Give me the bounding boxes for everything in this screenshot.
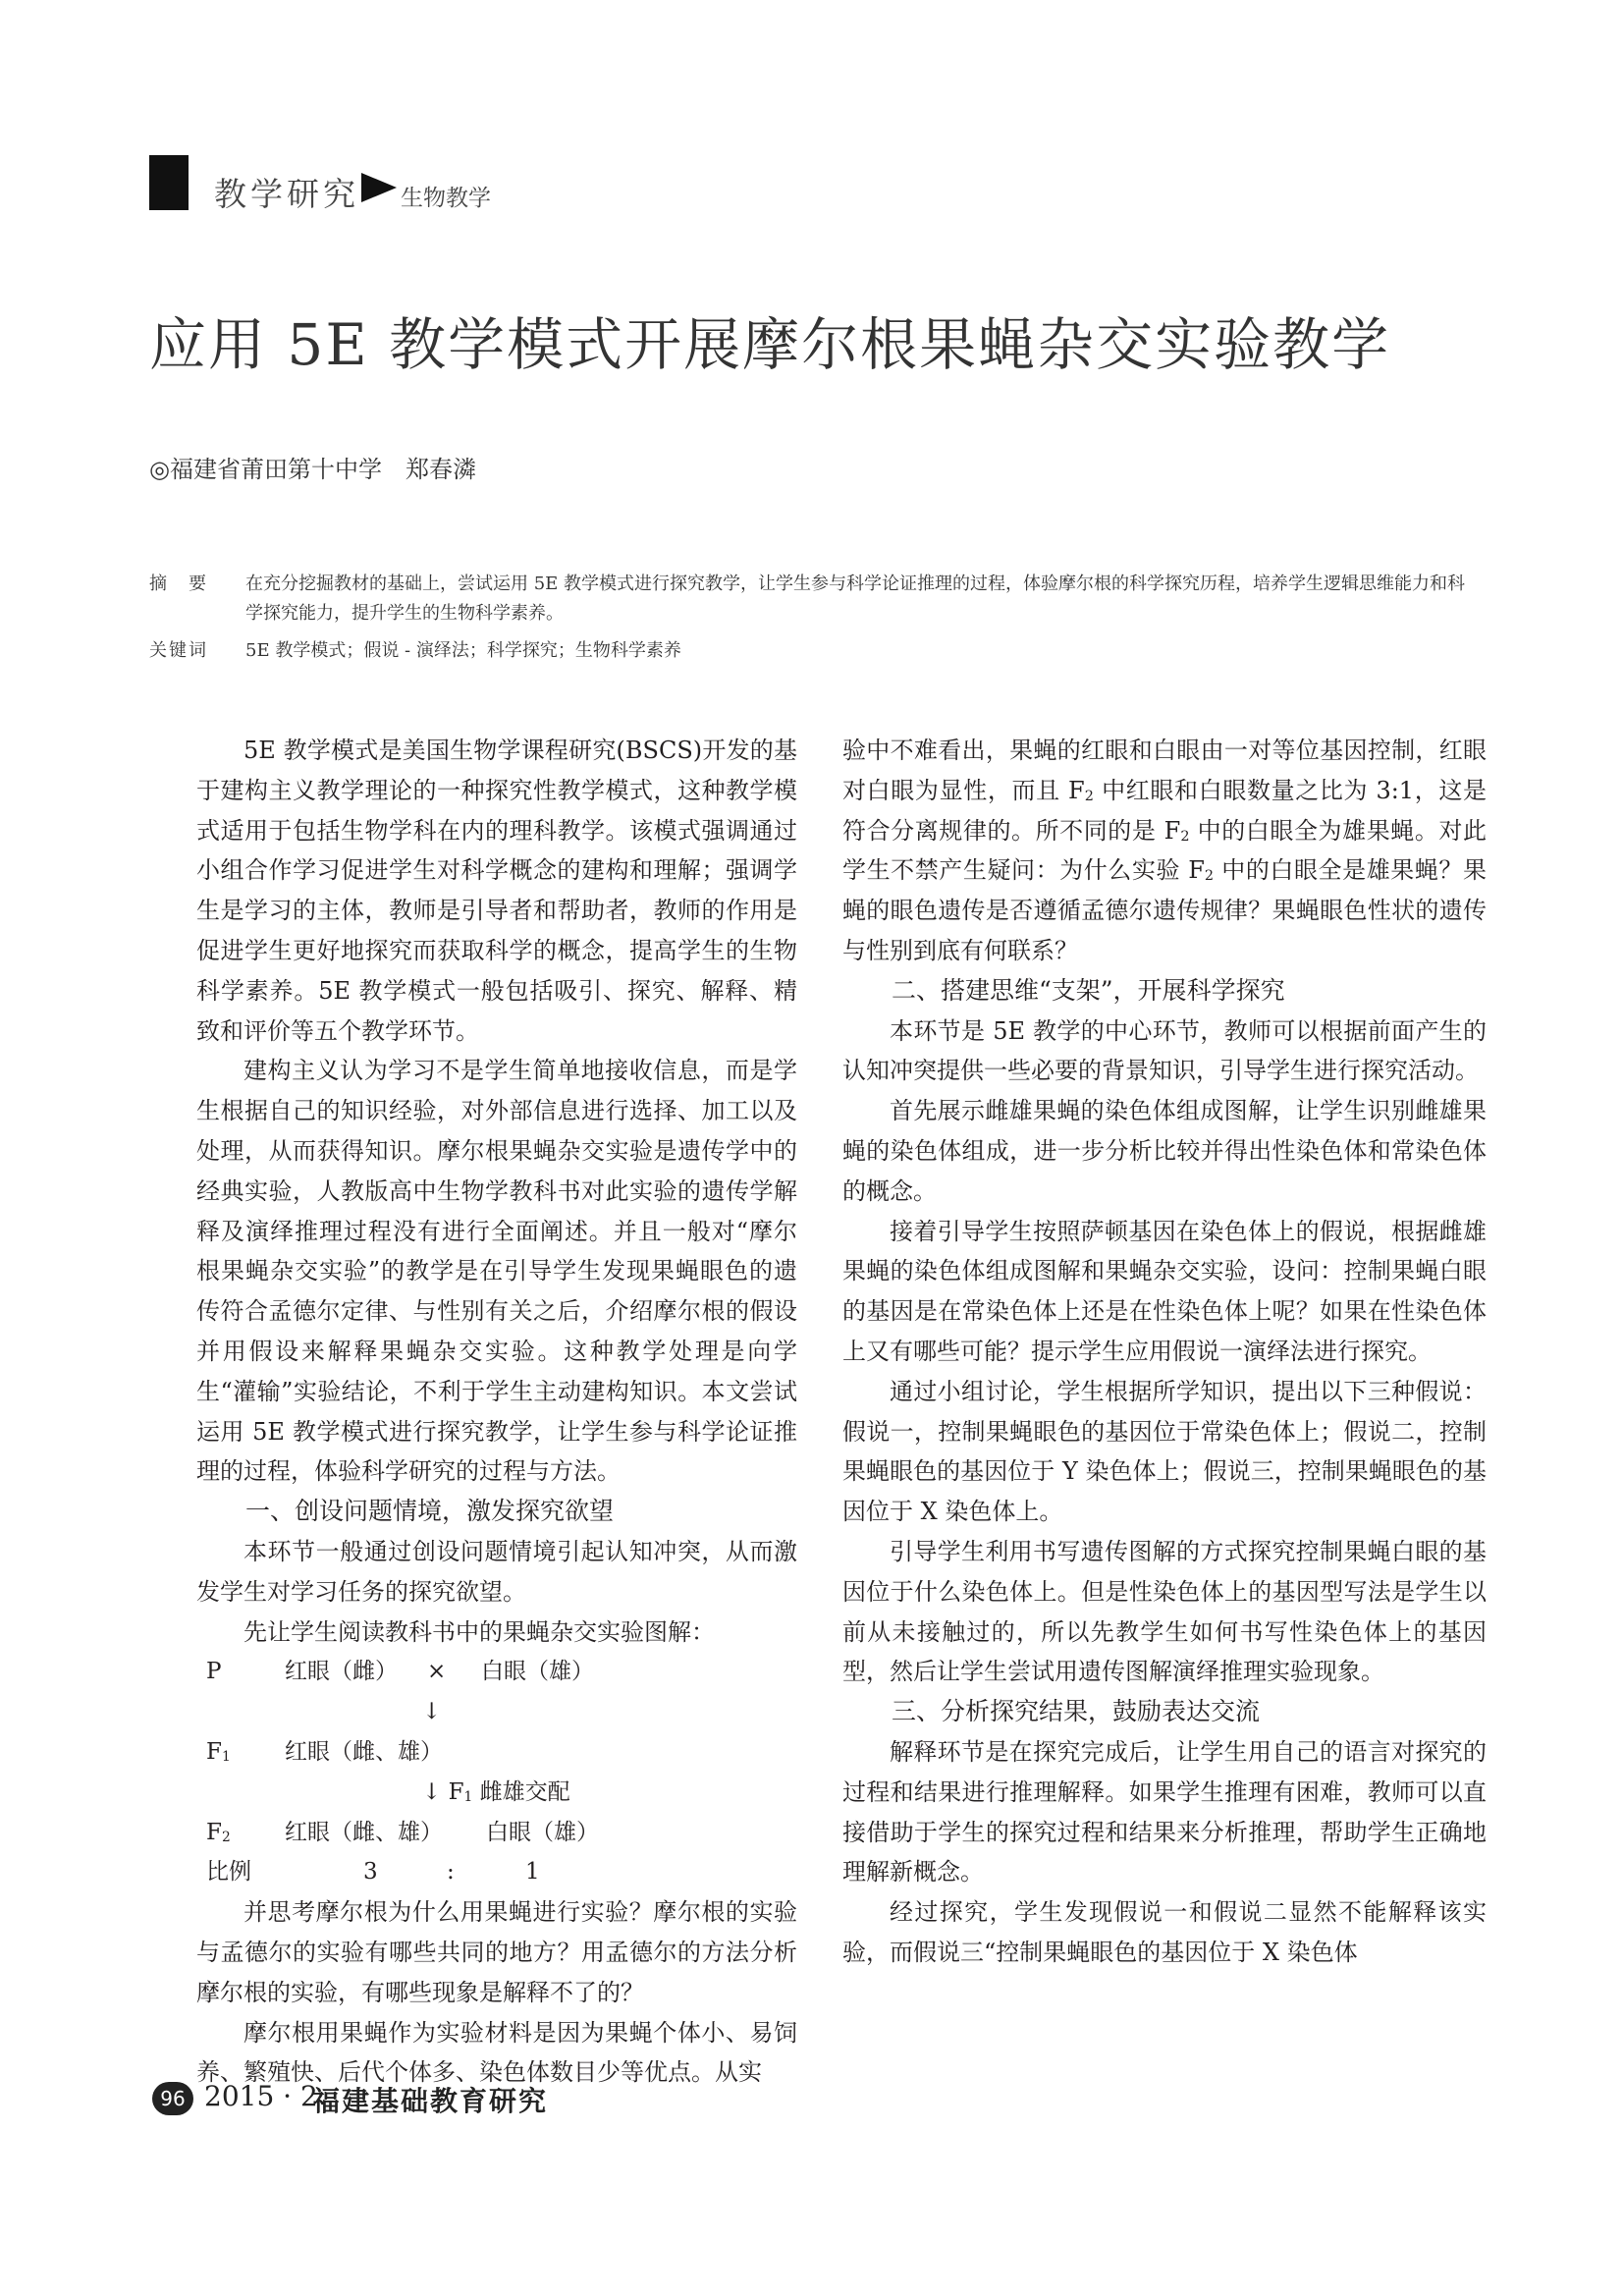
triangle-right-icon — [361, 173, 397, 202]
f2-red: 红眼（雌、雄） — [285, 1819, 443, 1845]
paragraph: 引导学生利用书写遗传图解的方式探究控制果蝇白眼的基因位于什么染色体上。但是性染色体上的基因型写法是学生以前从未接触过的，所以先教学生如何书写性染色体上的基因型，然后让学生尝试用遗传图解演绎推理实验现象。 — [842, 1537, 1487, 1686]
abstract-text: 在充分挖掘教材的基础上，尝试运用 5E 教学模式进行探究教学，让学生参与科学论证推理的过程，体验摩尔根的科学探究历程，培养学生逻辑思维能力和科学探究能力，提升学生的生物科学素养。 — [245, 574, 1466, 624]
parent-male: 白眼（雄） — [481, 1659, 594, 1685]
cross-row-f1 — [196, 1732, 797, 1773]
keywords-label: 关键词 — [149, 640, 208, 661]
paragraph: 摩尔根用果蝇作为实验材料是因为果蝇个体小、易饲养、繁殖快、后代个体多、染色体数目少等优点。从实 — [196, 2018, 797, 2087]
paragraph: 经过探究，学生发现假说一和假说二显然不能解释该实验，而假说三“控制果蝇眼色的基因位于 X 染色体 — [842, 1898, 1487, 1966]
cross-diagram — [196, 1652, 797, 1892]
paragraph: 通过小组讨论，学生根据所学知识，提出以下三种假说：假说一，控制果蝇眼色的基因位于常染色体上；假说二，控制果蝇眼色的基因位于 Y 染色体上；假说三，控制果蝇眼色的基因位于 X 染色体上。 — [842, 1377, 1487, 1526]
section-heading: 二、搭建思维“支架”，开展科学探究 — [892, 975, 1285, 1005]
paragraph: 建构主义认为学习不是学生简单地接收信息，而是学生根据自己的知识经验，对外部信息进行选择、加工以及处理，从而获得知识。摩尔根果蝇杂交实验是遗传学中的经典实验，人教版高中生物学教科书对此实验的遗传学解释及演绎推理过程没有进行全面阐述。并且一般对“摩尔根果蝇杂交实验”的教学是在引导学生发现果蝇眼色的遗传符合孟德尔定律、与性别有关之后，介绍摩尔根的假设并用假设来解释果蝇杂交实验。这种教学处理是向学生“灌输”实验结论，不利于学生主动建构知识。本文尝试运用 5E 教学模式进行探究教学，让学生参与科学论证推理的过程，体验科学研究的过程与方法。 — [196, 1057, 797, 1486]
cross-row-arrow — [196, 1692, 797, 1732]
f2-white: 白眼（雄） — [486, 1819, 599, 1845]
left-column — [196, 731, 797, 2093]
paragraph: 接着引导学生按照萨顿基因在染色体上的假说，根据雌雄果蝇的染色体组成图解和果蝇杂交实验，设问：控制果蝇白眼的基因是在常染色体上还是在性染色体上呢？如果在性染色体上又有哪些可能？提示学生应用假说一演绎法进行探究。 — [842, 1217, 1487, 1365]
section-heading: 三、分析探究结果，鼓励表达交流 — [892, 1697, 1261, 1726]
section-label: 教学研究 — [214, 175, 359, 213]
cross-row-p — [196, 1652, 797, 1692]
paragraph: 首先展示雌雄果蝇的染色体组成图解，让学生识别雌雄果蝇的染色体组成，进一步分析比较并得出性染色体和常染色体的概念。 — [842, 1097, 1487, 1205]
down-arrow-icon: ↓ — [422, 1699, 442, 1725]
issue-label: 2015 · 2 — [204, 2080, 318, 2112]
f1-phenotype: 红眼（雌、雄） — [285, 1738, 443, 1765]
ratio-label: 比例 — [206, 1859, 251, 1886]
ratio-value: 3 — [363, 1859, 378, 1886]
paragraph: 本环节一般通过创设问题情境引起认知冲突，从而激发学生对学习任务的探究欲望。 — [196, 1537, 797, 1606]
paragraph: 验中不难看出，果蝇的红眼和白眼由一对等位基因控制，红眼对白眼为显性，而且 $F_2$ 中红眼和白眼数量之比为 3:1，这是符合分离规律的。所不同的是 $F_2$ 中的白眼全为雄果蝇。对此学生不禁产生疑问：为什么实验 $F_2$ 中的白眼全是雄果蝇？果蝇的眼色遗传是否遵循孟德尔遗传规律？果蝇眼色性状的遗传与性别到底有何联系？ — [842, 737, 1488, 964]
down-arrow-icon: ↓ $F_1$ 雌雄交配 — [422, 1778, 570, 1805]
right-column — [842, 731, 1487, 1973]
generation-label: P — [206, 1659, 222, 1685]
generation-label: $F_2$ — [206, 1819, 231, 1845]
generation-label: $F_1$ — [206, 1738, 231, 1765]
keywords — [149, 636, 1475, 666]
parent-female: 红眼（雌） — [285, 1659, 398, 1685]
abstract — [149, 570, 1475, 629]
keywords-text: 5E 教学模式；假说 - 演绎法；科学探究；生物科学素养 — [245, 640, 681, 661]
paragraph: 5E 教学模式是美国生物学课程研究(BSCS)开发的基于建构主义教学理论的一种探究性教学模式，这种教学模式适用于包括生物学科在内的理科教学。该模式强调通过小组合作学习促进学生对科学概念的建构和理解；强调学生是学习的主体，教师是引导者和帮助者，教师的作用是促进学生更好地探究而获取科学的概念，提高学生的生物科学素养。5E 教学模式一般包括吸引、探究、解释、精致和评价等五个教学环节。 — [196, 737, 797, 1045]
cross-row-f2 — [196, 1813, 797, 1853]
cross-sign: × — [427, 1659, 447, 1685]
cross-row-ratio — [196, 1852, 797, 1892]
cross-row-arrow — [196, 1773, 797, 1813]
section-heading: 一、创设问题情境，激发探究欲望 — [245, 1497, 615, 1526]
article-title: 应用 5E 教学模式开展摩尔根果蝇杂交实验教学 — [149, 311, 1391, 378]
journal-name: 福建基础教育研究 — [312, 2085, 549, 2117]
abstract-label: 摘 要 — [149, 574, 208, 594]
paragraph: 先让学生阅读教科书中的果蝇杂交实验图解： — [243, 1617, 715, 1646]
paragraph: 解释环节是在探究完成后，让学生用自己的语言对探究的过程和结果进行推理解释。如果学生推理有困难，教师可以直接借助于学生的探究过程和结果来分析推理，帮助学生正确地理解新概念。 — [842, 1737, 1487, 1886]
subsection-label: 生物教学 — [401, 186, 491, 211]
ratio-colon: : — [447, 1859, 455, 1886]
page-number: 96 — [152, 2082, 193, 2115]
section-marker-block — [149, 155, 189, 210]
author-byline: ◎福建省莆田第十中学 郑春潾 — [149, 456, 476, 483]
ratio-value: 1 — [525, 1859, 540, 1886]
paragraph: 并思考摩尔根为什么用果蝇进行实验？摩尔根的实验与孟德尔的实验有哪些共同的地方？用孟德尔的方法分析摩尔根的实验，有哪些现象是解释不了的？ — [196, 1898, 797, 2006]
paragraph: 本环节是 5E 教学的中心环节，教师可以根据前面产生的认知冲突提供一些必要的背景知识，引导学生进行探究活动。 — [842, 1016, 1487, 1085]
